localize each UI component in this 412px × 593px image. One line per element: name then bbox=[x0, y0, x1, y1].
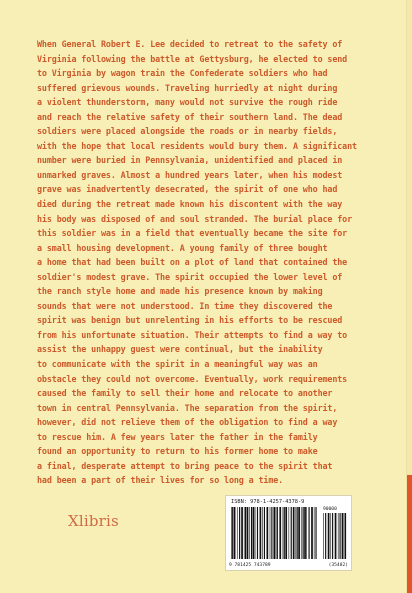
barcode-bar bbox=[332, 513, 333, 559]
barcode-bar bbox=[301, 507, 302, 559]
blurb-line: assist the unhappy guest were continual, but the inability bbox=[37, 344, 323, 355]
blurb-line: this soldier was in a field that eventually became the site for bbox=[37, 228, 348, 239]
blurb-line: with the hope that local residents would bury them. A significant bbox=[37, 140, 357, 151]
barcode-bar bbox=[273, 507, 275, 559]
blurb-line: to Virginia by wagon train the Confederate soldiers who had bbox=[37, 68, 328, 79]
publisher-logo: Xlibris bbox=[68, 512, 119, 530]
blurb-line: died during the retreat made known his discontent with the way bbox=[37, 199, 343, 210]
price-code: (35482) bbox=[328, 563, 348, 568]
barcode-bar bbox=[311, 507, 313, 559]
blurb-line: obstacle they could not overcome. Eventually, work requirements bbox=[37, 373, 348, 384]
barcode-bar bbox=[304, 507, 306, 559]
blurb-line: found an opportunity to return to his former home to make bbox=[37, 446, 318, 457]
barcode-bar bbox=[234, 507, 236, 559]
barcode-bar bbox=[314, 507, 315, 559]
blurb-line: soldier's modest grave. The spirit occupied the lower level of bbox=[37, 271, 343, 282]
isbn-label: ISBN: 978-1-4257-4378-9 bbox=[231, 499, 305, 505]
barcode-bar bbox=[279, 507, 281, 559]
barcode-bar bbox=[342, 513, 344, 559]
barcode-bar bbox=[277, 507, 278, 559]
barcode-bar bbox=[257, 507, 258, 559]
barcode-bar bbox=[298, 507, 300, 559]
blurb-line: Virginia following the battle at Gettysburg, he elected to send bbox=[37, 53, 348, 64]
barcode-bar bbox=[323, 513, 324, 559]
blurb-line: suffered grievous wounds. Traveling hurriedly at night during bbox=[37, 82, 338, 93]
barcode-bar bbox=[232, 507, 233, 559]
barcode-bar bbox=[271, 507, 272, 559]
blurb-line: number were buried in Pennsylvania, unidentified and placed in bbox=[37, 155, 343, 166]
barcode-bar bbox=[338, 513, 339, 559]
barcode-bar bbox=[245, 507, 246, 559]
barcode-bar bbox=[325, 513, 326, 559]
blurb-line: however, did not relieve them of the obligation to find a way bbox=[37, 417, 338, 428]
blurb-line: sounds that were not understood. In time they discovered the bbox=[37, 300, 333, 311]
barcode-bar bbox=[270, 507, 271, 559]
blurb-line: soldiers were placed alongside the roads or in nearby fields, bbox=[37, 126, 338, 137]
barcode-bar bbox=[340, 513, 341, 559]
blurb-text bbox=[37, 37, 383, 488]
blurb-line: to rescue him. A few years later the father in the family bbox=[37, 431, 318, 442]
barcode-bar bbox=[345, 513, 346, 559]
barcode-bar bbox=[249, 507, 250, 559]
barcode-bar bbox=[315, 507, 316, 559]
addon-digits: 90000 bbox=[323, 507, 337, 512]
blurb-line: spirit was benign but unrelenting in his efforts to be rescued bbox=[37, 315, 343, 326]
ean-digits: 9 781425 743789 bbox=[229, 563, 271, 568]
spine-color-mark bbox=[407, 475, 412, 593]
barcode-bar bbox=[231, 507, 232, 559]
blurb-line: a violent thunderstorm, many would not survive the rough ride bbox=[37, 97, 338, 108]
barcode-bar bbox=[335, 513, 337, 559]
barcode-bar bbox=[330, 513, 331, 559]
barcode-bar bbox=[267, 507, 269, 559]
blurb-line: from his unfortunate situation. Their attempts to find a way to bbox=[37, 329, 348, 340]
barcode-bar bbox=[306, 507, 307, 559]
barcode-panel bbox=[225, 495, 352, 571]
barcode-bar bbox=[296, 507, 297, 559]
blurb-line: a final, desperate attempt to bring peace to the spirit that bbox=[37, 460, 333, 471]
barcode-bar bbox=[284, 507, 285, 559]
blurb-line: to communicate with the spirit in a meaningful way was an bbox=[37, 359, 318, 370]
blurb-line: grave was inadvertently desecrated, the spirit of one who had bbox=[37, 184, 338, 195]
barcode-bar bbox=[264, 507, 265, 559]
barcode-bar bbox=[309, 507, 310, 559]
barcode-bar bbox=[303, 507, 304, 559]
barcode-bar bbox=[262, 507, 263, 559]
barcode-bar bbox=[328, 513, 330, 559]
blurb-line: a home that had been built on a plot of land that contained the bbox=[37, 257, 348, 268]
barcode-bar bbox=[251, 507, 252, 559]
barcode-bar bbox=[237, 507, 238, 559]
blurb-line: town in central Pennsylvania. The separation from the spirit, bbox=[37, 402, 338, 413]
barcode-bar bbox=[344, 513, 345, 559]
blurb-line: unmarked graves. Almost a hundred years later, when his modest bbox=[37, 169, 343, 180]
blurb-line: his body was disposed of and soul stranded. The burial place for bbox=[37, 213, 353, 224]
barcode-bar bbox=[253, 507, 255, 559]
blurb-line: caused the family to sell their home and relocate to another bbox=[37, 388, 333, 399]
ean-barcode bbox=[230, 507, 320, 559]
blurb-line: the ranch style home and made his presence known by making bbox=[37, 286, 323, 297]
barcode-bar bbox=[276, 507, 277, 559]
barcode-bar bbox=[244, 507, 245, 559]
barcode-bar bbox=[297, 507, 298, 559]
barcode-bar bbox=[239, 507, 240, 559]
barcode-bar bbox=[283, 507, 284, 559]
barcode-bar bbox=[241, 507, 243, 559]
blurb-line: had been a part of their lives for so long a time. bbox=[37, 475, 284, 486]
blurb-line: When General Robert E. Lee decided to retreat to the safety of bbox=[37, 39, 343, 49]
barcode-bar bbox=[247, 507, 249, 559]
barcode-bar bbox=[260, 507, 262, 559]
blurb-line: a small housing development. A young family of three bought bbox=[37, 242, 328, 253]
barcode-bar bbox=[291, 507, 292, 559]
addon-barcode bbox=[322, 513, 348, 559]
blurb-line: and reach the relative safety of their southern land. The dead bbox=[37, 111, 343, 122]
barcode-bar bbox=[285, 507, 287, 559]
barcode-bar bbox=[255, 507, 256, 559]
barcode-bar bbox=[293, 507, 295, 559]
barcode-bar bbox=[289, 507, 290, 559]
